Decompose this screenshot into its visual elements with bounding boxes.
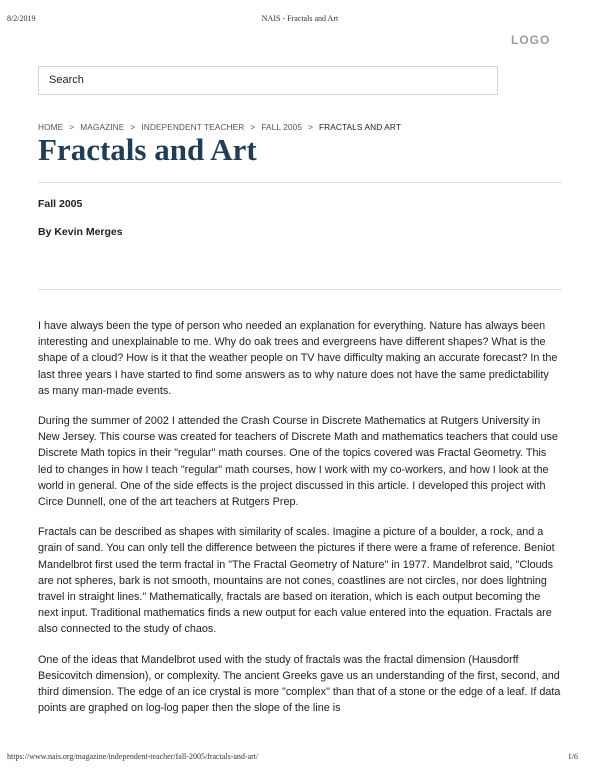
breadcrumb-home[interactable]: HOME [38,122,64,132]
breadcrumb-magazine[interactable]: MAGAZINE [80,122,125,132]
print-date: 8/2/2019 [7,14,36,23]
breadcrumb-fall-2005[interactable]: FALL 2005 [261,122,303,132]
search-input[interactable]: Search [38,66,498,95]
site-logo[interactable]: LOGO [511,33,551,47]
breadcrumb [38,122,401,132]
byline: By Kevin Merges [38,226,123,238]
issue-date: Fall 2005 [38,198,83,210]
print-header [0,14,600,24]
print-footer [0,752,600,762]
print-url: https://www.nais.org/magazine/independent-teacher/fall-2005/fractals-and-art/ [7,752,259,761]
page-title: Fractals and Art [38,132,257,167]
divider [38,182,562,183]
breadcrumb-current: FRACTALS AND ART [319,122,401,132]
article-paragraph: One of the ideas that Mandelbrot used with the study of fractals was the fractal dimension (Hausdorff Besicovitch dimension), or complexity. The ancient Greeks gave us an understanding of the first, second, and third dimension. The edge of an ice crystal is more "complex" than that of a stone or the edge of a leaf. If data points are graphed on log-log paper then the slope of the line is [38,653,561,715]
article-paragraph: During the summer of 2002 I attended the Crash Course in Discrete Mathematics at Rutgers University in New Jersey. This course was created for teachers of Discrete Math and mathematics teachers that could use Discrete Math topics in their "regular" math courses. One of the topics covered was Fractal Geometry. This led to changes in how I teach "regular" math courses, how I work with my co-workers, and how I look at the world in general. One of the side effects is the project discussed in this article. I developed this project with Circe Dunnell, one of the art teachers at Rutgers Prep. [38,415,558,509]
divider [38,289,562,290]
breadcrumb-separator: > [308,122,314,132]
breadcrumb-separator: > [250,122,256,132]
article-body [38,318,562,730]
article-paragraph: I have always been the type of person who needed an explanation for everything. Nature has always been interesting and unexplainable to me. Why do oak trees and evergreens have different shapes? What is the shape of a cloud? How is it that the weather people on TV have difficulty making an accurate forecast? In the last three years I have started to find some answers as to why nature does not have the same predictability as many man-made events. [38,320,558,397]
print-page-number: 1/6 [567,752,578,761]
breadcrumb-separator: > [69,122,75,132]
article-paragraph: Fractals can be described as shapes with similarity of scales. Imagine a picture of a boulder, a rock, and a grain of sand. You can only tell the difference between the pictures if there were a frame of reference. Beniot Mandelbrot first used the term fractal in "The Fractal Geometry of Nature" in 1977. Mandelbrot said, "Clouds are not spheres, bark is not smooth, mountains are not cones, coastlines are not circles, nor does lightning travel in straight lines." Mathematically, fractals are based on iteration, which is each output becoming the next input. Traditional mathematics finds a new output for each value entered into the equation. Fractals are also connected to the study of chaos. [38,526,555,636]
breadcrumb-independent-teacher[interactable]: INDEPENDENT TEACHER [141,122,245,132]
print-page-title: NAIS - Fractals and Art [261,14,339,23]
breadcrumb-separator: > [130,122,136,132]
